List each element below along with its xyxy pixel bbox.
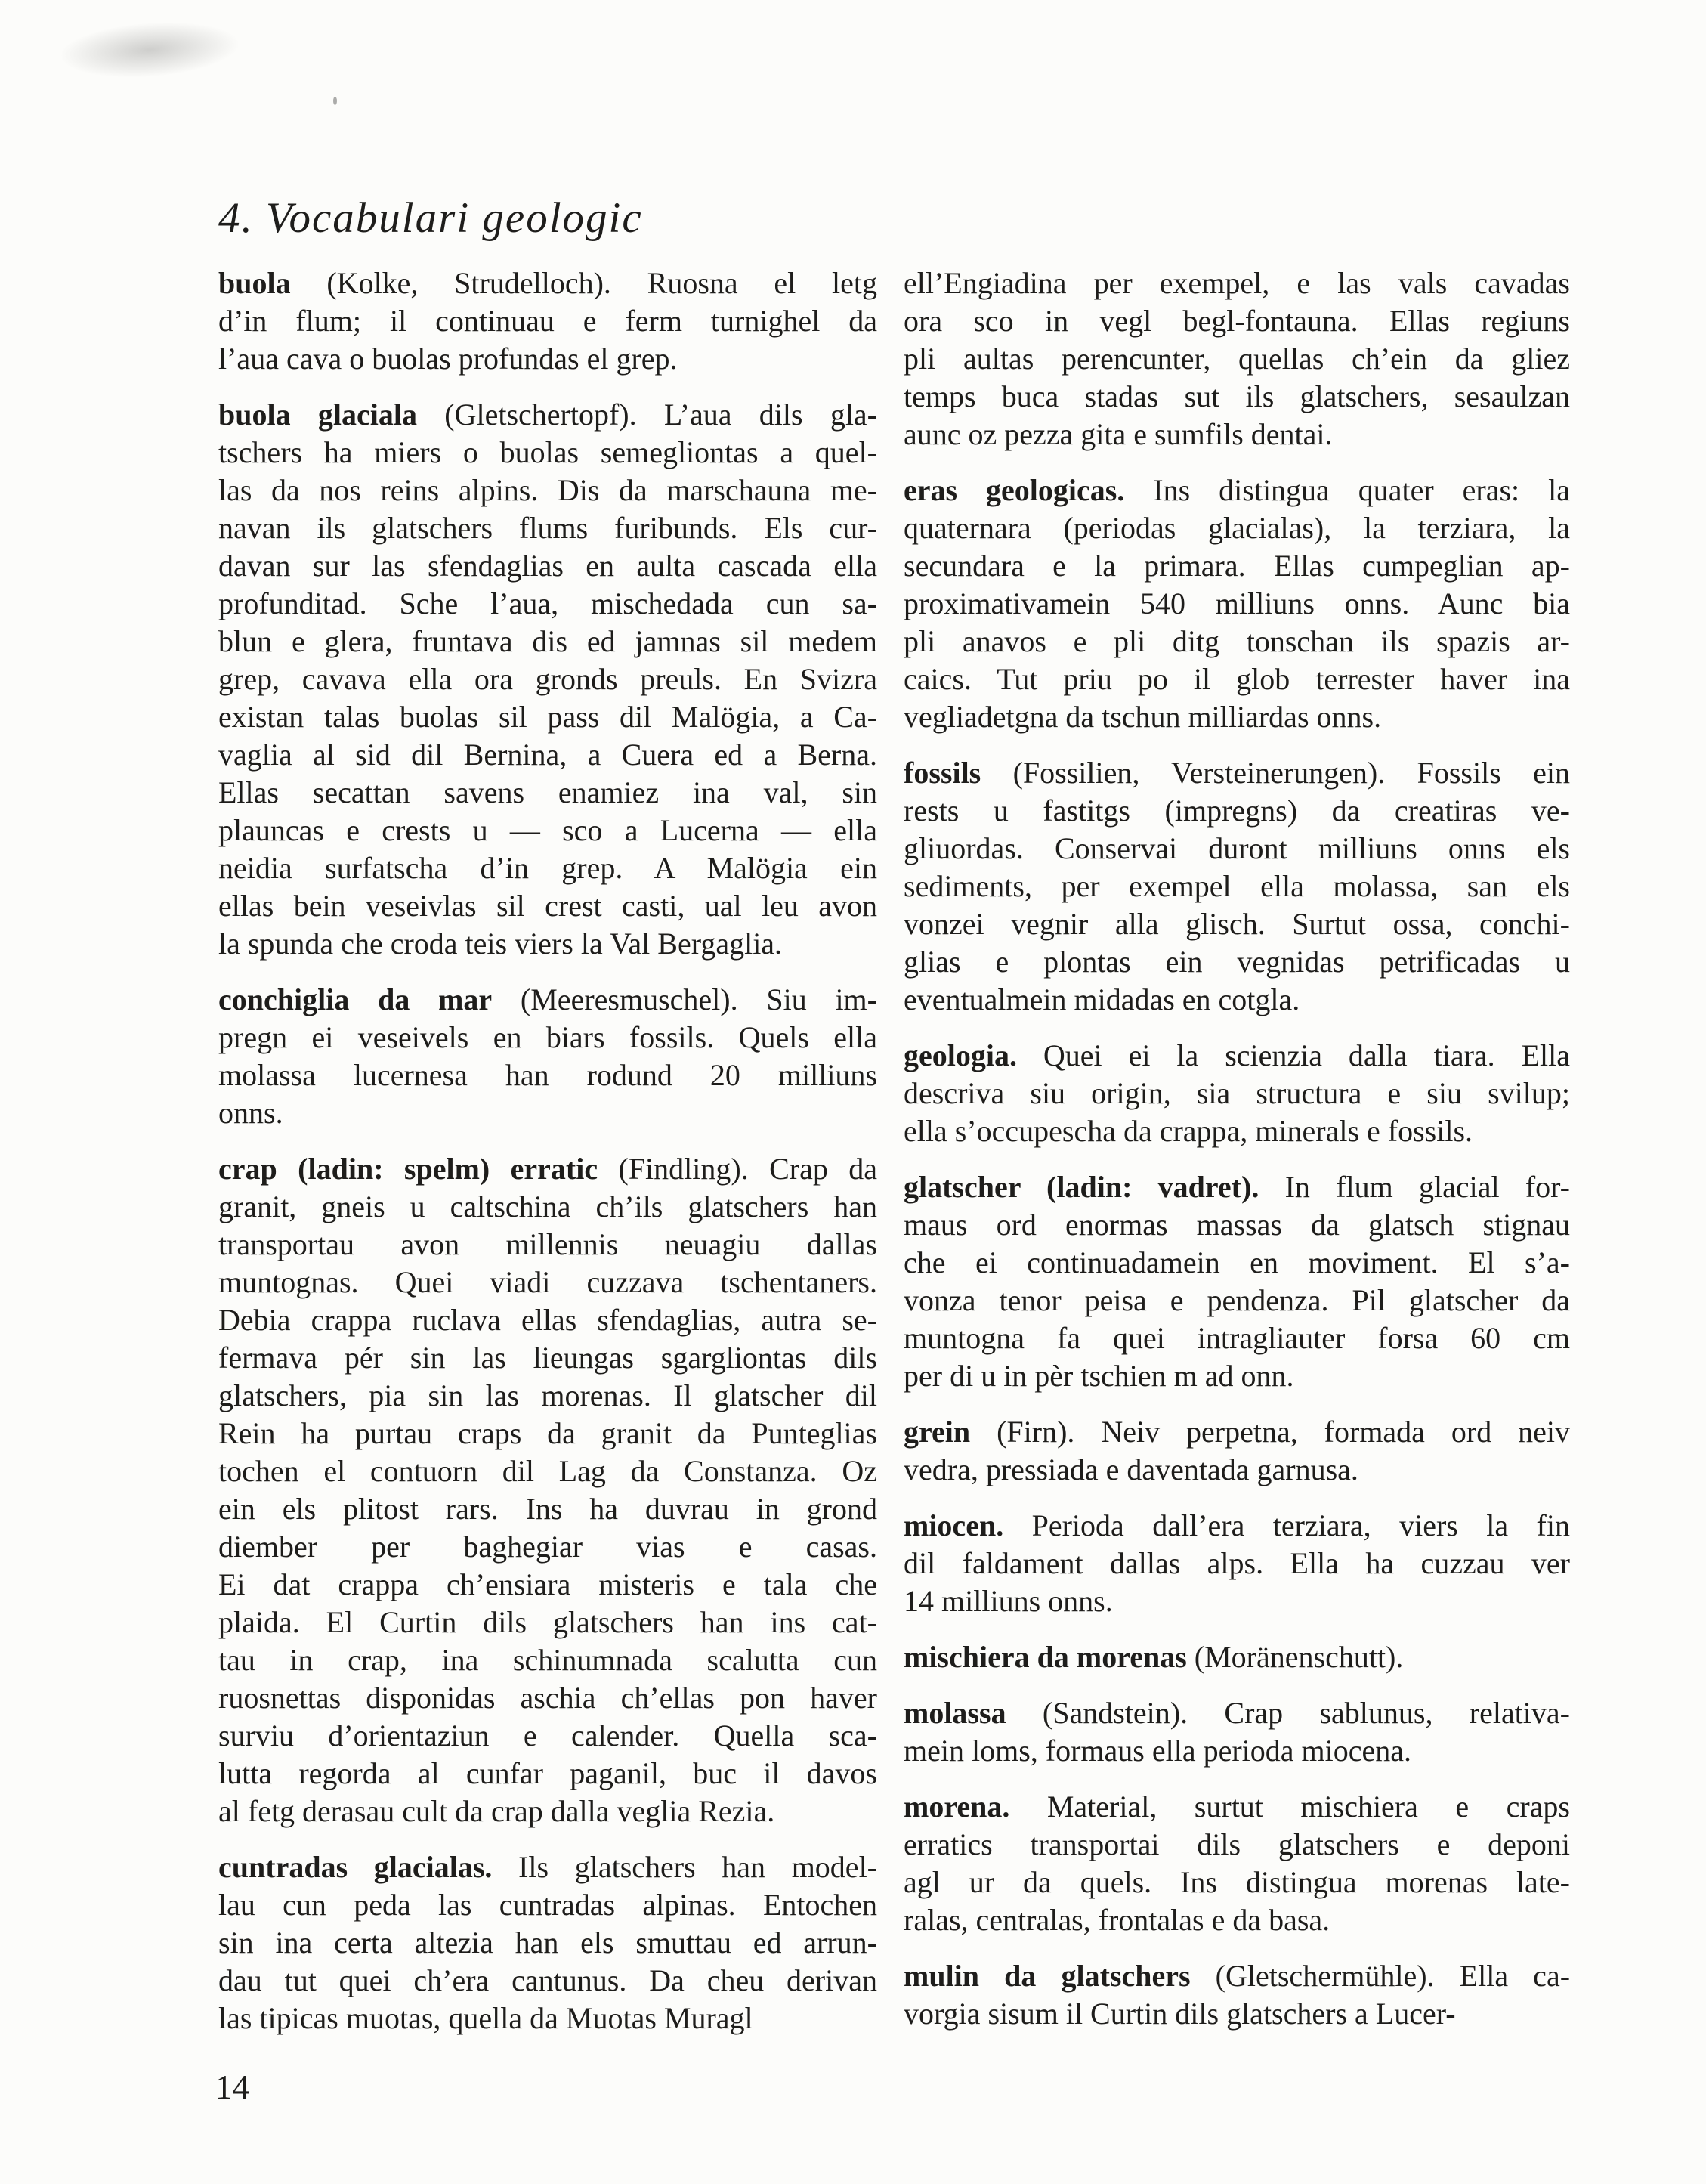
text-line: molassa lucernesa han rodund 20 milliuns xyxy=(218,1058,877,1092)
text-line: mulin da glatschers (Gletschermühle). Ella ca- xyxy=(904,1959,1571,1993)
text-line: aunc oz pezza gita e sumfils dentai. xyxy=(904,417,1333,451)
text-line: crap (ladin: spelm) erratic (Findling). Crap da xyxy=(218,1152,877,1186)
text-line: tau in crap, ina schinumnada scalutta cun xyxy=(218,1643,877,1677)
text-line: existan talas buolas sil pass dil Malögia, a Ca- xyxy=(218,700,877,734)
text-line: glatscher (ladin: vadret). In flum glacial for- xyxy=(904,1170,1570,1204)
right-column xyxy=(904,264,1570,2033)
text-line: onns. xyxy=(218,1096,283,1130)
text-line: dil faldament dallas alps. Ella ha cuzzau ver xyxy=(904,1546,1570,1580)
text-line: conchiglia da mar (Meeresmuschel). Siu im- xyxy=(218,982,877,1016)
text-line: plaida. El Curtin dils glatschers han ins cat- xyxy=(218,1605,877,1639)
text-line: cuntradas glacialas. Ils glatschers han model- xyxy=(218,1850,877,1884)
text-line: granit, gneis u caltschina ch’ils glatschers han xyxy=(218,1189,877,1223)
entry-term: miocen. xyxy=(904,1508,1004,1542)
text-line: sin ina certa altezia han els smuttau ed arrun- xyxy=(218,1926,877,1960)
text-line: grep, cavava ella ora gronds preuls. En Svizra xyxy=(218,662,877,696)
text-line: Ellas secattan savens enamiez ina val, sin xyxy=(218,775,877,809)
text-line: fossils (Fossilien, Versteinerungen). Fossils ein xyxy=(904,756,1570,790)
text-line: miocen. Perioda dall’era terziara, viers la fin xyxy=(904,1508,1570,1542)
text-line: plauncas e crests u — sco a Lucerna — ella xyxy=(218,813,877,847)
entry-term: crap (ladin: spelm) erratic xyxy=(218,1152,598,1186)
glossary-entry xyxy=(904,1694,1570,1770)
text-line: ella s’occupescha da crappa, minerals e fossils. xyxy=(904,1114,1473,1148)
text-line: blun e glera, fruntava dis ed jamnas sil medem xyxy=(218,624,877,658)
text-line: las da nos reins alpins. Dis da marschauna me- xyxy=(218,473,877,507)
glossary-entry xyxy=(904,1638,1570,1676)
entry-term: buola glaciala xyxy=(218,398,417,432)
glossary-entry xyxy=(904,1788,1570,1939)
text-line: Ei dat crappa ch’ensiara misteris e tala che xyxy=(218,1567,877,1601)
text-line: che ei continuadamein en moviment. El s’a- xyxy=(904,1245,1570,1279)
text-line: l’aua cava o buolas profundas el grep. xyxy=(218,342,678,376)
text-line: vorgia sisum il Curtin dils glatschers a Lucer- xyxy=(904,1997,1456,2031)
text-line: ellas bein veseivlas sil crest casti, ual leu avon xyxy=(218,889,877,923)
glossary-entry xyxy=(218,1848,877,2037)
text-line: agl ur da quels. Ins distingua morenas late- xyxy=(904,1865,1570,1899)
entry-term: cuntradas glacialas. xyxy=(218,1850,493,1884)
entry-term: mischiera da morenas xyxy=(904,1640,1187,1674)
text-line: neidia surfatscha d’in grep. A Malögia ein xyxy=(218,851,877,885)
text-line: dau tut quei ch’era cantunus. Da cheu derivan xyxy=(218,1963,877,1997)
scan-smudge-artifact xyxy=(57,17,242,84)
text-line: gliuordas. Conservai duront milliuns onns els xyxy=(904,831,1570,865)
text-line: pli aultas perencunter, quellas ch’ein da gliez xyxy=(904,342,1570,376)
text-line: secundara e la primara. Ellas cumpeglian ap- xyxy=(904,549,1570,583)
text-line: geologia. Quei ei la scienzia dalla tiara. Ella xyxy=(904,1038,1570,1072)
text-line: mein loms, formaus ella perioda miocena. xyxy=(904,1734,1412,1768)
text-line: surviu d’orientaziun e calender. Quella sca- xyxy=(218,1718,877,1752)
text-line: 14 milliuns onns. xyxy=(904,1584,1113,1618)
page-number: 14 xyxy=(215,2068,249,2106)
text-line: Debia crappa ruclava ellas sfendaglias, autra se- xyxy=(218,1303,877,1337)
text-line: buola glaciala (Gletschertopf). L’aua dils gla- xyxy=(218,398,878,432)
glossary-entry xyxy=(218,1150,877,1830)
text-line: lau cun peda las cuntradas alpinas. Entochen xyxy=(218,1888,877,1922)
glossary-entry xyxy=(904,1957,1570,2033)
text-line: vegliadetgna da tschun milliardas onns. xyxy=(904,700,1382,734)
glossary-entry xyxy=(218,396,877,963)
text-line: Rein ha purtau craps da granit da Punteglias xyxy=(218,1416,877,1450)
text-line: ell’Engiadina per exempel, e las vals cavadas xyxy=(904,266,1570,300)
scan-speck-artifact xyxy=(333,97,337,105)
text-line: ralas, centralas, frontalas e da basa. xyxy=(904,1903,1330,1937)
text-line: la spunda che croda teis viers la Val Bergaglia. xyxy=(218,926,783,961)
text-line: temps buca stadas sut ils glatschers, sesaulzan xyxy=(904,379,1570,413)
text-line: navan ils glatschers flums furibunds. Els cur- xyxy=(218,511,877,545)
text-line: lutta regorda al cunfar paganil, buc il davos xyxy=(218,1756,877,1790)
entry-term: conchiglia da mar xyxy=(218,982,493,1016)
page-title: 4. Vocabulari geologic xyxy=(218,194,643,243)
text-line: transportau avon millennis neuagiu dallas xyxy=(218,1227,877,1261)
text-line: grein (Firn). Neiv perpetna, formada ord neiv xyxy=(904,1415,1570,1449)
entry-term: fossils xyxy=(904,756,981,790)
text-line: davan sur las sfendaglias en aulta cascada ella xyxy=(218,549,877,583)
text-line: fermava pér sin las lieungas sgargliontas dils xyxy=(218,1341,877,1375)
entry-term: geologia. xyxy=(904,1038,1017,1072)
entry-term: buola xyxy=(218,266,291,300)
text-line: glias e plontas ein vegnidas petrificadas u xyxy=(904,945,1570,979)
text-line: pli anavos e pli ditg tonschan ils spazis ar- xyxy=(904,624,1570,658)
glossary-entry xyxy=(904,1037,1570,1150)
entry-term: mulin da glatschers xyxy=(904,1959,1191,1993)
glossary-entry xyxy=(904,1168,1570,1395)
text-line: muntognas. Quei viadi cuzzava tschentaners. xyxy=(218,1265,877,1299)
text-line: profunditad. Sche l’aua, mischedada cun sa- xyxy=(218,586,877,620)
text-line: per di u in pèr tschien m ad onn. xyxy=(904,1359,1294,1393)
glossary-entry xyxy=(904,754,1570,1019)
text-line: quaternara (periodas glacialas), la terziara, la xyxy=(904,511,1570,545)
text-line: tochen el contuorn dil Lag da Constanza. Oz xyxy=(218,1454,877,1488)
text-line: molassa (Sandstein). Crap sablunus, relativa- xyxy=(904,1696,1570,1730)
text-line: mischiera da morenas (Moränenschutt). xyxy=(904,1640,1404,1674)
text-line: glatschers, pia sin las morenas. Il glatscher dil xyxy=(218,1378,877,1412)
text-line: descriva siu origin, sia structura e siu svilup; xyxy=(904,1076,1570,1110)
glossary-entry xyxy=(218,264,877,378)
text-line: vedra, pressiada e daventada garnusa. xyxy=(904,1452,1358,1486)
text-line: morena. Material, surtut mischiera e craps xyxy=(904,1790,1570,1824)
text-line: pregn ei veseivels en biars fossils. Quels ella xyxy=(218,1020,877,1054)
text-line: diember per baghegiar vias e casas. xyxy=(218,1530,877,1564)
text-line: vonzei vegnir alla glisch. Surtut ossa, conchi- xyxy=(904,907,1570,941)
text-line: ruosnettas disponidas aschia ch’ellas pon haver xyxy=(218,1681,877,1715)
text-line: caics. Tut priu po il glob terrester haver ina xyxy=(904,662,1570,696)
text-line: maus ord enormas massas da glatsch stignau xyxy=(904,1208,1570,1242)
left-column xyxy=(218,264,877,2037)
text-line: tschers ha miers o buolas semegliontas a quel- xyxy=(218,435,877,469)
text-line: las tipicas muotas, quella da Muotas Muragl xyxy=(218,2001,753,2035)
text-line: al fetg derasau cult da crap dalla veglia Rezia. xyxy=(218,1794,775,1828)
entry-term: morena. xyxy=(904,1790,1010,1824)
entry-term: grein xyxy=(904,1415,971,1449)
entry-term: molassa xyxy=(904,1696,1006,1730)
text-line: ein els plitost rars. Ins ha duvrau in grond xyxy=(218,1492,877,1526)
text-line: ora sco in vegl begl-fontauna. Ellas regiuns xyxy=(904,304,1570,338)
text-line: d’in flum; il continuau e ferm turnighel da xyxy=(218,304,877,338)
text-line: eventualmein midadas en cotgla. xyxy=(904,982,1300,1016)
entry-term: eras geologicas. xyxy=(904,473,1125,507)
text-line: vonza tenor peisa e pendenza. Pil glatscher da xyxy=(904,1283,1570,1317)
glossary-entry xyxy=(904,264,1570,453)
text-line: erratics transportai dils glatschers e deponi xyxy=(904,1827,1570,1861)
text-line: rests u fastitgs (impregns) da creatiras ve- xyxy=(904,793,1570,828)
glossary-entry xyxy=(218,981,877,1132)
text-line: muntogna fa quei intragliauter forsa 60 cm xyxy=(904,1321,1570,1355)
text-line: vaglia al sid dil Bernina, a Cuera ed a Berna. xyxy=(218,738,877,772)
text-line: sediments, per exempel ella molassa, san els xyxy=(904,869,1570,903)
glossary-entry xyxy=(904,472,1570,736)
text-line: buola (Kolke, Strudelloch). Ruosna el letg xyxy=(218,266,877,300)
text-line: eras geologicas. Ins distingua quater eras: la xyxy=(904,473,1570,507)
glossary-entry xyxy=(904,1413,1570,1489)
text-line: proximativamein 540 milliuns onns. Aunc bia xyxy=(904,586,1570,620)
entry-term: glatscher (ladin: vadret). xyxy=(904,1170,1259,1204)
glossary-entry xyxy=(904,1507,1570,1620)
